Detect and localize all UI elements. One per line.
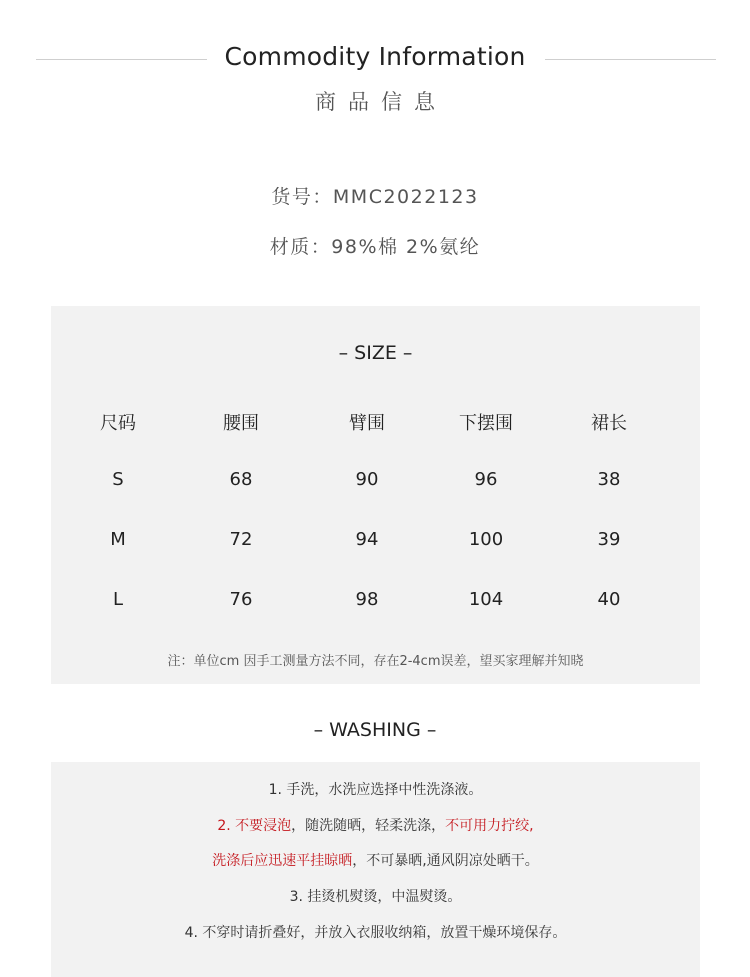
washing-line-2 [51, 815, 700, 835]
washing-text: 2. [217, 818, 236, 834]
table-cell: M [110, 529, 126, 550]
washing-line-5: 4. 不穿时请折叠好，并放入衣服收纳箱，放置干燥环境保存。 [184, 925, 567, 941]
page-title-cn: 商品信息 [315, 90, 447, 114]
size-heading: – SIZE – [338, 342, 413, 364]
hem-col-header: 下摆围 [459, 413, 513, 434]
item-number: 货号：MMC2022123 [271, 186, 479, 208]
table-cell: 96 [474, 469, 498, 490]
washing-heading: – WASHING – [313, 719, 437, 741]
size-col-header: 尺码 [100, 413, 136, 434]
washing-text: ，不可暴晒,通风阴凉处晒干。 [352, 853, 539, 869]
length-col-header: 裙长 [591, 413, 627, 434]
page-title-en: Commodity Information [224, 42, 526, 71]
washing-warning: 洗涤后应迅速平挂晾晒 [212, 853, 353, 869]
washing-text: ，随洗随晒，轻柔洗涤， [291, 818, 446, 834]
table-cell: 94 [355, 529, 379, 550]
washing-warning: 不要浸泡 [235, 818, 292, 834]
material: 材质：98%棉 2%氨纶 [269, 236, 481, 258]
washing-line-4: 3. 挂烫机熨烫，中温熨烫。 [289, 889, 462, 905]
table-cell: L [112, 589, 124, 610]
table-cell: 40 [597, 589, 621, 610]
table-cell: 72 [229, 529, 253, 550]
table-cell: 90 [355, 469, 379, 490]
table-cell: 98 [355, 589, 379, 610]
table-cell: 39 [597, 529, 621, 550]
washing-line-1: 1. 手洗，水洗应选择中性洗涤液。 [268, 782, 483, 798]
size-panel [51, 306, 700, 684]
washing-panel [51, 762, 700, 977]
table-cell: 68 [229, 469, 253, 490]
table-cell: 100 [468, 529, 504, 550]
table-cell: 76 [229, 589, 253, 610]
table-cell: S [112, 469, 124, 490]
washing-line-3 [51, 850, 700, 870]
table-cell: 104 [468, 589, 504, 610]
size-note: 注：单位cm 因手工测量方法不同，存在2-4cm误差，望买家理解并知晓 [167, 654, 584, 669]
waist-col-header: 腰围 [223, 413, 259, 434]
arm-col-header: 臂围 [349, 413, 385, 434]
washing-warning: 不可用力拧绞, [445, 818, 534, 834]
table-cell: 38 [597, 469, 621, 490]
